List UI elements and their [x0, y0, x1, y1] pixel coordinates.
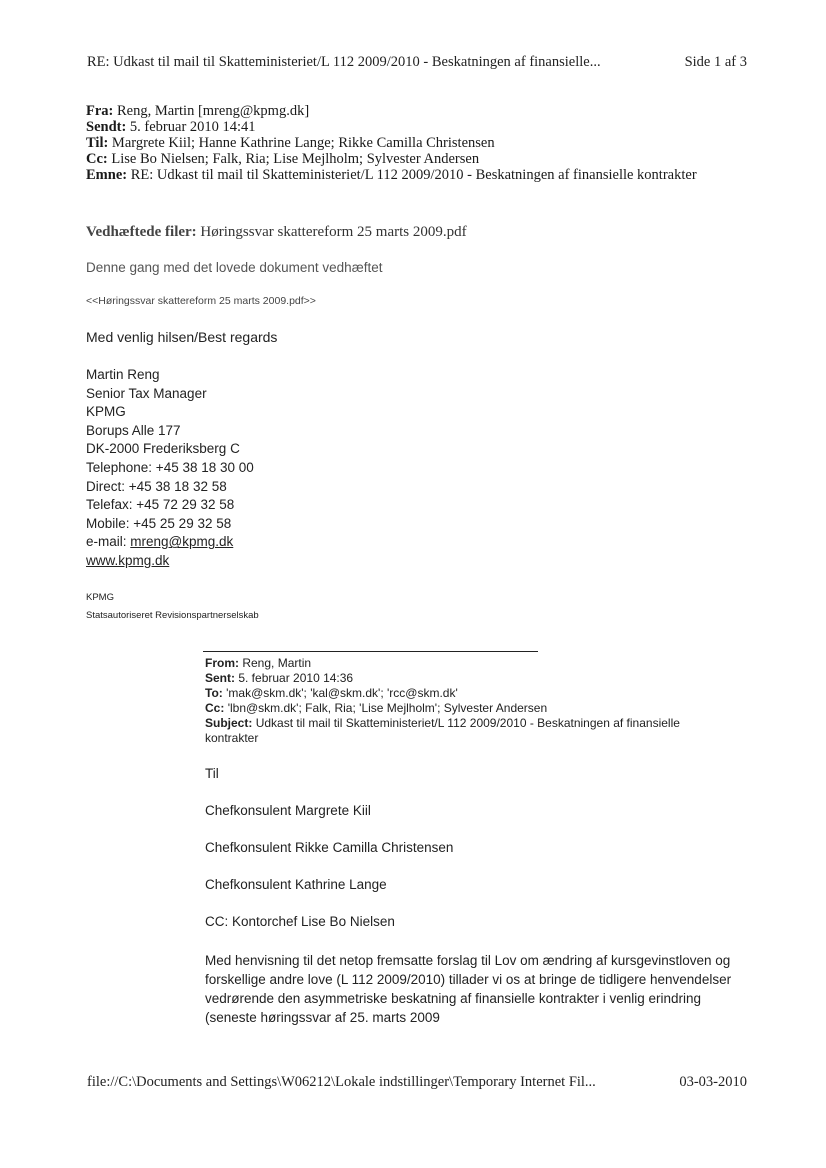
body-line: Denne gang med det lovede dokument vedhæftet — [86, 260, 383, 275]
signature-address2: DK-2000 Frederiksberg C — [86, 441, 240, 457]
cc-value: Lise Bo Nielsen; Falk, Ria; Lise Mejlholm; Sylvester Andersen — [111, 151, 480, 167]
signature-telefax: Telefax: +45 72 29 32 58 — [86, 497, 235, 513]
to-row: Til: Margrete Kiil; Hanne Kathrine Lange; Rikke Camilla Christensen — [86, 135, 495, 151]
signature-address1: Borups Alle 177 — [86, 422, 181, 438]
page-number: Side 1 af 3 — [684, 54, 747, 70]
fwd-recipient-2: Chefkonsulent Rikke Camilla Christensen — [205, 840, 454, 855]
attachments-label: Vedhæftede filer: — [86, 224, 197, 240]
signature-direct: Direct: +45 38 18 32 58 — [86, 478, 227, 494]
signature-company: KPMG — [86, 404, 126, 420]
fwd-sent-row: Sent: 5. februar 2010 14:36 — [205, 671, 354, 685]
from-value: Reng, Martin [mreng@kpmg.dk] — [117, 103, 310, 119]
sent-row: Sendt: 5. februar 2010 14:41 — [86, 119, 256, 135]
fwd-til: Til — [205, 766, 219, 781]
signature-email-link[interactable]: mreng@kpmg.dk — [130, 534, 234, 550]
header-title: RE: Udkast til mail til Skatteministeriet/L 112 2009/2010 - Beskatningen af finansielle... — [87, 54, 601, 70]
signature-mobile: Mobile: +45 25 29 32 58 — [86, 515, 232, 531]
fwd-recipient-3: Chefkonsulent Kathrine Lange — [205, 877, 387, 892]
to-value: Margrete Kiil; Hanne Kathrine Lange; Rikke Camilla Christensen — [111, 135, 495, 151]
sent-value: 5. februar 2010 14:41 — [129, 119, 256, 135]
fwd-recipient-1: Chefkonsulent Margrete Kiil — [205, 803, 371, 818]
signature-email-row: e-mail: mreng@kpmg.dk — [86, 534, 234, 550]
from-row: Fra: Reng, Martin [mreng@kpmg.dk] — [86, 103, 310, 119]
fwd-to-row: To: 'mak@skm.dk'; 'kal@skm.dk'; 'rcc@skm.dk' — [205, 686, 458, 700]
fwd-from-row: From: Reng, Martin — [205, 656, 312, 670]
fwd-cc-row: Cc: 'lbn@skm.dk'; Falk, Ria; 'Lise Mejlholm'; Sylvester Andersen — [205, 701, 548, 715]
cc-row: Cc: Lise Bo Nielsen; Falk, Ria; Lise Mejlholm; Sylvester Andersen — [86, 151, 480, 167]
attachments-row — [86, 224, 467, 241]
signature-name: Martin Reng — [86, 367, 160, 382]
attachment-link[interactable]: Høringssvar skattereform 25 marts 2009.pdf — [200, 224, 467, 240]
footer-path: file://C:\Documents and Settings\W06212\Lokale indstillinger\Temporary Internet Fil... — [87, 1074, 596, 1090]
signature-block — [86, 366, 254, 571]
attachment-reference: <<Høringssvar skattereform 25 marts 2009.pdf>> — [86, 295, 316, 307]
subject-row: Emne: RE: Udkast til mail til Skatteministeriet/L 112 2009/2010 - Beskatningen af finansielle kontrakter — [86, 167, 697, 183]
greeting: Med venlig hilsen/Best regards — [86, 329, 278, 345]
forward-divider — [203, 651, 538, 652]
fwd-paragraph: Med henvisning til det netop fremsatte forslag til Lov om ændring af kursgevinstloven og forskellige andre love (L 112 2009/2010) tillader vi os at bringe de tidligere henvendelser vedrørende den asymmetriske beskatning af finansielle kontrakter i venlig erindring (seneste høringssvar af 25. marts 2009 — [205, 953, 732, 1025]
forwarded-meta — [205, 656, 725, 746]
firm-description: Statsautoriseret Revisionspartnerselskab — [86, 610, 259, 621]
signature-title: Senior Tax Manager — [86, 385, 207, 401]
page-footer — [87, 1074, 747, 1091]
footer-date: 03-03-2010 — [679, 1074, 747, 1090]
email-meta — [86, 103, 726, 183]
fwd-subject-row: Subject: Udkast til mail til Skatteministeriet/L 112 2009/2010 - Beskatningen af finansielle kontrakter — [205, 716, 680, 745]
signature-telephone: Telephone: +45 38 18 30 00 — [86, 459, 254, 475]
firm-name: KPMG — [86, 592, 114, 603]
signature-web-link[interactable]: www.kpmg.dk — [86, 552, 170, 568]
subject-value: RE: Udkast til mail til Skatteministeriet/L 112 2009/2010 - Beskatningen af finansielle kontrakter — [130, 167, 697, 183]
page-header — [87, 54, 747, 71]
firm-block — [86, 589, 259, 625]
fwd-recipient-cc: CC: Kontorchef Lise Bo Nielsen — [205, 914, 395, 929]
